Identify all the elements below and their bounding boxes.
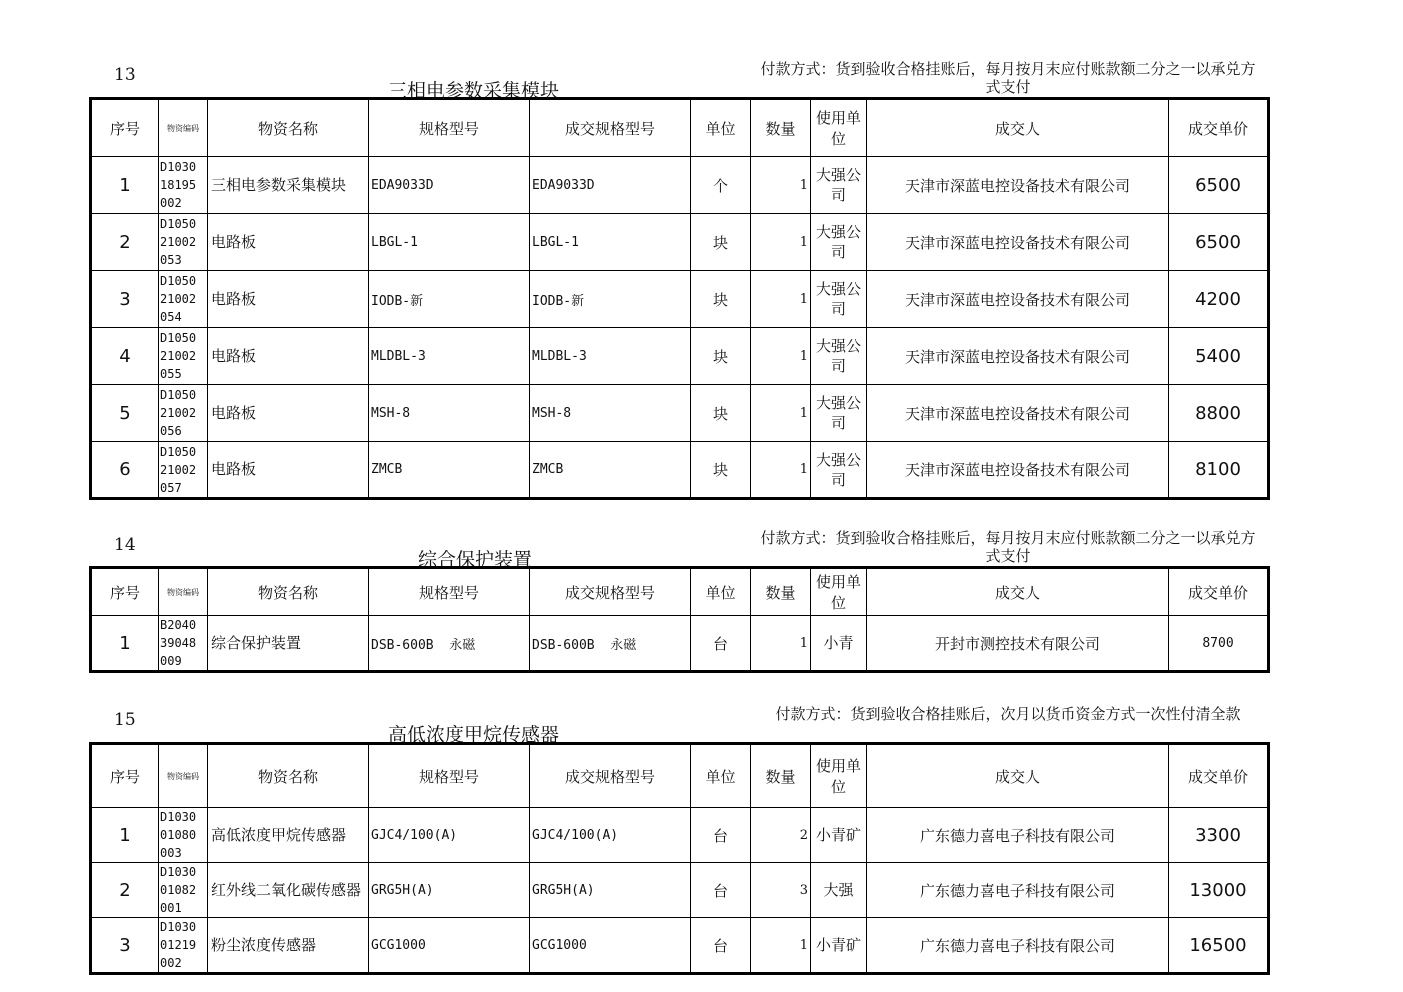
section-title: 三相电参数采集模块 (388, 80, 560, 102)
header-qty: 数量 (751, 744, 811, 808)
row-price: 8700 (1169, 616, 1269, 672)
row-index: 1 (91, 616, 159, 672)
header-vendor: 成交人 (867, 568, 1169, 616)
row-dept: 大强 (811, 863, 867, 918)
row-deal-spec: EDA9033D (530, 157, 691, 214)
header-dept: 使用单位 (811, 99, 867, 157)
section-number: 13 (114, 65, 136, 85)
row-qty: 1 (751, 918, 811, 974)
row-unit: 台 (691, 808, 751, 863)
row-code: D1050 21002 056 (159, 385, 208, 442)
row-name: 电路板 (208, 442, 369, 499)
row-name: 电路板 (208, 271, 369, 328)
payment-terms: 付款方式：货到验收合格挂账后，次月以货币资金方式一次性付清全款 (775, 705, 1241, 723)
table-row (91, 863, 1269, 918)
procurement-table (89, 97, 1270, 500)
row-spec: GJC4/100(A) (369, 808, 530, 863)
header-unit: 单位 (691, 744, 751, 808)
header-deal-spec: 成交规格型号 (530, 744, 691, 808)
row-deal-spec: MLDBL-3 (530, 328, 691, 385)
header-price: 成交单价 (1169, 568, 1269, 616)
row-index: 6 (91, 442, 159, 499)
row-spec: LBGL-1 (369, 214, 530, 271)
header-name: 物资名称 (208, 99, 369, 157)
row-name: 电路板 (208, 385, 369, 442)
procurement-table (89, 566, 1270, 673)
row-name: 综合保护装置 (208, 616, 369, 672)
row-name: 电路板 (208, 214, 369, 271)
header-row (91, 568, 1269, 616)
header-vendor: 成交人 (867, 744, 1169, 808)
row-price: 3300 (1169, 808, 1269, 863)
row-code: B2040 39048 009 (159, 616, 208, 672)
row-name: 电路板 (208, 328, 369, 385)
row-price: 8800 (1169, 385, 1269, 442)
row-unit: 台 (691, 863, 751, 918)
row-qty: 3 (751, 863, 811, 918)
header-qty: 数量 (751, 99, 811, 157)
row-vendor: 天津市深蓝电控设备技术有限公司 (867, 442, 1169, 499)
row-deal-spec: GRG5H(A) (530, 863, 691, 918)
header-code: 物资编码 (159, 99, 208, 157)
table-row (91, 271, 1269, 328)
section-number: 15 (114, 710, 136, 730)
row-name: 红外线二氧化碳传感器 (208, 863, 369, 918)
row-vendor: 广东德力喜电子科技有限公司 (867, 918, 1169, 974)
row-spec: MLDBL-3 (369, 328, 530, 385)
header-dept: 使用单位 (811, 568, 867, 616)
row-price: 6500 (1169, 214, 1269, 271)
procurement-table (89, 742, 1270, 975)
row-price: 13000 (1169, 863, 1269, 918)
row-qty: 1 (751, 616, 811, 672)
row-unit: 块 (691, 385, 751, 442)
header-code: 物资编码 (159, 744, 208, 808)
row-deal-spec: LBGL-1 (530, 214, 691, 271)
header-deal-spec: 成交规格型号 (530, 99, 691, 157)
row-unit: 块 (691, 271, 751, 328)
row-vendor: 广东德力喜电子科技有限公司 (867, 808, 1169, 863)
row-spec: EDA9033D (369, 157, 530, 214)
section-title: 高低浓度甲烷传感器 (388, 724, 560, 746)
row-index: 1 (91, 808, 159, 863)
header-index: 序号 (91, 99, 159, 157)
row-code: D1030 01219 002 (159, 918, 208, 974)
row-qty: 2 (751, 808, 811, 863)
row-deal-spec: IODB-新 (530, 271, 691, 328)
header-price: 成交单价 (1169, 744, 1269, 808)
row-vendor: 天津市深蓝电控设备技术有限公司 (867, 385, 1169, 442)
row-dept: 大强公司 (811, 271, 867, 328)
header-vendor: 成交人 (867, 99, 1169, 157)
row-price: 5400 (1169, 328, 1269, 385)
table-row (91, 616, 1269, 672)
row-dept: 大强公司 (811, 214, 867, 271)
row-code: D1050 21002 057 (159, 442, 208, 499)
row-qty: 1 (751, 214, 811, 271)
row-unit: 块 (691, 328, 751, 385)
header-row (91, 99, 1269, 157)
row-deal-spec: DSB-600B 永磁 (530, 616, 691, 672)
section-number: 14 (114, 535, 136, 555)
table-row (91, 918, 1269, 974)
row-code: D1050 21002 053 (159, 214, 208, 271)
header-index: 序号 (91, 568, 159, 616)
row-name: 高低浓度甲烷传感器 (208, 808, 369, 863)
header-unit: 单位 (691, 99, 751, 157)
row-deal-spec: MSH-8 (530, 385, 691, 442)
row-spec: GRG5H(A) (369, 863, 530, 918)
row-dept: 大强公司 (811, 385, 867, 442)
payment-terms: 付款方式：货到验收合格挂账后，每月按月末应付账款额二分之一以承兑方式支付 (760, 60, 1256, 96)
row-code: D1030 18195 002 (159, 157, 208, 214)
row-qty: 1 (751, 328, 811, 385)
row-deal-spec: GJC4/100(A) (530, 808, 691, 863)
row-spec: ZMCB (369, 442, 530, 499)
table-row (91, 385, 1269, 442)
row-deal-spec: GCG1000 (530, 918, 691, 974)
row-unit: 台 (691, 616, 751, 672)
header-name: 物资名称 (208, 744, 369, 808)
row-price: 6500 (1169, 157, 1269, 214)
header-qty: 数量 (751, 568, 811, 616)
row-name: 粉尘浓度传感器 (208, 918, 369, 974)
row-code: D1050 21002 055 (159, 328, 208, 385)
row-price: 4200 (1169, 271, 1269, 328)
row-index: 1 (91, 157, 159, 214)
row-qty: 1 (751, 385, 811, 442)
header-code: 物资编码 (159, 568, 208, 616)
row-index: 3 (91, 271, 159, 328)
row-qty: 1 (751, 442, 811, 499)
header-deal-spec: 成交规格型号 (530, 568, 691, 616)
header-spec: 规格型号 (369, 568, 530, 616)
row-vendor: 广东德力喜电子科技有限公司 (867, 863, 1169, 918)
row-spec: IODB-新 (369, 271, 530, 328)
row-dept: 大强公司 (811, 442, 867, 499)
row-price: 8100 (1169, 442, 1269, 499)
row-price: 16500 (1169, 918, 1269, 974)
row-spec: GCG1000 (369, 918, 530, 974)
row-unit: 块 (691, 214, 751, 271)
header-dept: 使用单位 (811, 744, 867, 808)
row-code: D1050 21002 054 (159, 271, 208, 328)
header-index: 序号 (91, 744, 159, 808)
row-vendor: 开封市测控技术有限公司 (867, 616, 1169, 672)
row-qty: 1 (751, 157, 811, 214)
header-row (91, 744, 1269, 808)
row-dept: 小青矿 (811, 808, 867, 863)
row-dept: 小青矿 (811, 918, 867, 974)
header-name: 物资名称 (208, 568, 369, 616)
header-spec: 规格型号 (369, 99, 530, 157)
header-unit: 单位 (691, 568, 751, 616)
row-unit: 台 (691, 918, 751, 974)
row-index: 4 (91, 328, 159, 385)
row-index: 2 (91, 214, 159, 271)
row-vendor: 天津市深蓝电控设备技术有限公司 (867, 271, 1169, 328)
row-qty: 1 (751, 271, 811, 328)
table-row (91, 328, 1269, 385)
row-vendor: 天津市深蓝电控设备技术有限公司 (867, 328, 1169, 385)
row-spec: DSB-600B 永磁 (369, 616, 530, 672)
row-vendor: 天津市深蓝电控设备技术有限公司 (867, 214, 1169, 271)
table-row (91, 157, 1269, 214)
row-name: 三相电参数采集模块 (208, 157, 369, 214)
row-deal-spec: ZMCB (530, 442, 691, 499)
row-index: 3 (91, 918, 159, 974)
row-vendor: 天津市深蓝电控设备技术有限公司 (867, 157, 1169, 214)
section-title: 综合保护装置 (418, 549, 533, 571)
table-row (91, 214, 1269, 271)
row-index: 2 (91, 863, 159, 918)
row-unit: 块 (691, 442, 751, 499)
row-code: D1030 01082 001 (159, 863, 208, 918)
row-dept: 大强公司 (811, 328, 867, 385)
row-dept: 小青 (811, 616, 867, 672)
table-row (91, 442, 1269, 499)
row-spec: MSH-8 (369, 385, 530, 442)
header-price: 成交单价 (1169, 99, 1269, 157)
header-spec: 规格型号 (369, 744, 530, 808)
table-row (91, 808, 1269, 863)
row-code: D1030 01080 003 (159, 808, 208, 863)
row-index: 5 (91, 385, 159, 442)
row-dept: 大强公司 (811, 157, 867, 214)
payment-terms: 付款方式：货到验收合格挂账后，每月按月末应付账款额二分之一以承兑方式支付 (760, 529, 1256, 565)
row-unit: 个 (691, 157, 751, 214)
